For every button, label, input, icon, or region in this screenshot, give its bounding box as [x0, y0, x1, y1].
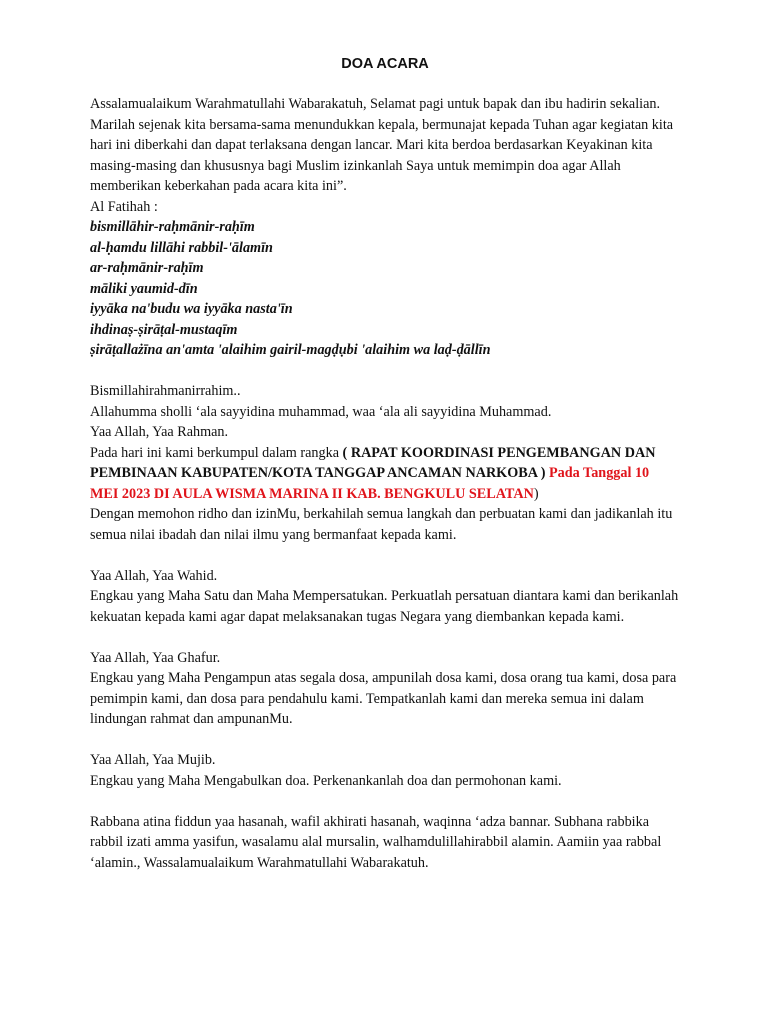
closing-paragraph: Rabbana atina fiddun yaa hasanah, wafil akhirati hasanah, waqinna ‘adza bannar. Subhana rabbika rabbil izati amma yasifun, wasalamu alal mursalin, walhamdulillahirabbil alamin. Aamiin yaa rabbal ‘alamin., Wassalamualaikum Warahmatullahi Wabarakatuh. — [90, 813, 662, 871]
fatihah-verse: ṣirāṭallażīna an'amta 'alaihim gairil-magḍụbi 'alaihim wa laḍ-ḍāllīn — [90, 342, 491, 358]
fatihah-label: Al Fatihah : — [90, 198, 158, 215]
spacer — [90, 545, 680, 566]
fatihah-verse: ar-raḥmānir-raḥīm — [90, 260, 204, 276]
event-intro: Pada hari ini kami berkumpul dalam rangka — [90, 444, 343, 461]
opening-paragraph: Assalamualaikum Warahmatullahi Wabarakatuh, Selamat pagi untuk bapak dan ibu hadirin sekalian. Marilah sejenak kita bersama-sama menundukkan kepala, bermunajat kepada Tuhan agar kegiatan kita hari ini diberkahi dan dapat terlaksana dengan lancar. Mari kita berdoa berdasarkan Keyakinan kita masing-masing dan khususnya bagi Muslim izinkanlah Saya untuk memimpin doa agar Allah memberikan keberkahan pada acara kita ini”. — [90, 96, 674, 194]
spacer — [90, 730, 680, 751]
bismillah-line: Bismillahirahmanirrahim.. — [90, 383, 241, 399]
spacer — [90, 361, 680, 382]
event-date-place: Pada Tanggal 10 MEI 2023 DI AULA WISMA MARINA II KAB. BENGKULU SELATAN — [90, 465, 650, 502]
document-page — [90, 56, 680, 873]
ghafur-call: Yaa Allah, Yaa Ghafur. — [90, 649, 221, 666]
document-title: DOA ACARA — [341, 56, 429, 72]
rahman-call: Yaa Allah, Yaa Rahman. — [90, 424, 229, 440]
event-close: ) — [533, 485, 539, 502]
spacer — [90, 627, 680, 648]
spacer — [90, 791, 680, 812]
mujib-call: Yaa Allah, Yaa Mujib. — [90, 752, 216, 768]
fatihah-verse: māliki yaumid-dīn — [90, 280, 198, 297]
wahid-call: Yaa Allah, Yaa Wahid. — [90, 567, 218, 584]
ridho-paragraph: Dengan memohon ridho dan izinMu, berkahilah semua langkah dan perbuatan kami dan jadikanlah itu semua nilai ibadah dan nilai ilmu yang bermanfaat kepada kami. — [90, 506, 673, 543]
fatihah-verse: iyyāka na'budu wa iyyāka nasta'īn — [90, 301, 293, 317]
event-name: ( RAPAT KOORDINASI PENGEMBANGAN DAN PEMBINAAN KABUPATEN/KOTA TANGGAP ANCAMAN NARKOBA ) — [90, 444, 656, 481]
sholawat-line: Allahumma sholli ‘ala sayyidina muhammad, waa ‘ala ali sayyidina Muhammad. — [90, 403, 552, 420]
event-paragraph — [90, 443, 680, 505]
fatihah-verse: ihdinaṣ-ṣirāṭal-mustaqīm — [90, 321, 238, 338]
wahid-paragraph: Engkau yang Maha Satu dan Maha Mempersatukan. Perkuatlah persatuan diantara kami dan berikanlah kekuatan kepada kami agar dapat melaksanakan tugas Negara yang diembankan kepada kami. — [90, 588, 679, 625]
fatihah-verse: bismillāhir-raḥmānir-raḥīm — [90, 219, 255, 235]
ghafur-paragraph: Engkau yang Maha Pengampun atas segala dosa, ampunilah dosa kami, dosa orang tua kami, dosa para pemimpin kami, dan dosa para pendahulu kami. Tempatkanlah kami dan mereka semua ini dalam lindungan rahmat dan ampunanMu. — [90, 670, 677, 727]
fatihah-verse: al-ḥamdu lillāhi rabbil-'ālamīn — [90, 239, 273, 256]
mujib-paragraph: Engkau yang Maha Mengabulkan doa. Perkenankanlah doa dan permohonan kami. — [90, 772, 562, 789]
